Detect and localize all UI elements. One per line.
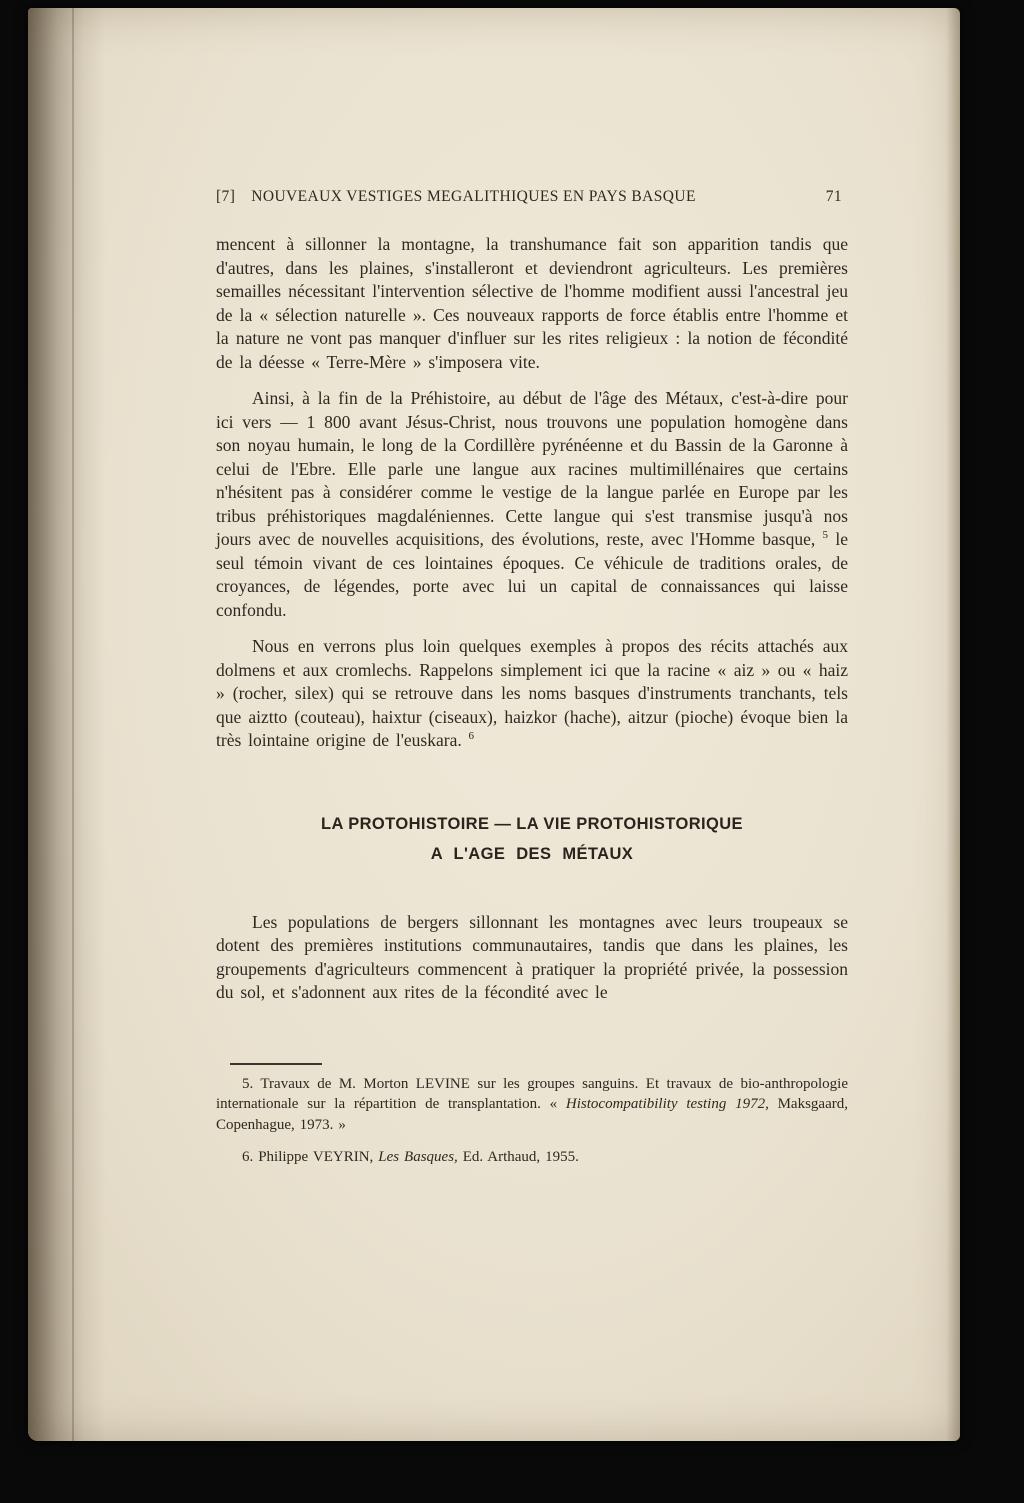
- footnote-6-text-continued: Ed. Arthaud, 1955.: [457, 1149, 579, 1165]
- footnote-5-text: 5. Travaux de M. Morton LEVINE sur les groupes sanguins. Et travaux de bio-anthropologie internationale sur la répartition de transplantation. «: [216, 1075, 848, 1112]
- footnote-6: [216, 1147, 848, 1168]
- footnotes-section: [216, 1063, 848, 1168]
- paragraph-1: mencent à sillonner la montagne, la transhumance fait son apparition tandis que d'autres, dans les plaines, s'installeront et deviendront agriculteurs. Les premières semailles nécessitant l'intervention sélective de l'homme modifient aussi l'ancestral jeu de la « sélection naturelle ». Ces nouveaux rapports de force établis entre l'homme et la nature ne vont pas manquer d'influer sur les rites religieux : la notion de fécondité de la déesse « Terre-Mère » s'imposera vite.: [216, 234, 848, 372]
- footnote-5: [216, 1074, 848, 1136]
- section-heading-line-2: A L'AGE DES MÉTAUX: [430, 844, 634, 863]
- paragraph-2-text-continued: le seul témoin vivant de ces lointaines époques. Ce véhicule de traditions orales, de croyances, de légendes, porte avec lui un capital de connaissances qui laisse confondu.: [216, 529, 848, 620]
- paragraph-3-text: Nous en verrons plus loin quelques exemples à propos des récits attachés aux dolmens et aux cromlechs. Rappelons simplement ici que la racine « aiz » ou « haiz » (rocher, silex) qui se retrouve dans les noms basques d'instruments tranchants, tels que aiztto (couteau), haixtur (ciseaux), haizkor (hache), aitzur (pioche) évoque bien la très lointaine origine de l'euskara.: [216, 636, 848, 750]
- spine-crease-line: [72, 8, 74, 1441]
- footnote-6-text: 6. Philippe VEYRIN,: [242, 1149, 379, 1165]
- header-page-number: 71: [825, 188, 842, 205]
- book-page: [28, 8, 960, 1441]
- paragraph-2: [216, 387, 848, 622]
- page-text-block: [216, 188, 848, 1180]
- section-heading: [216, 809, 848, 869]
- footnote-ref-5: 5: [822, 529, 829, 542]
- header-running-title: NOUVEAUX VESTIGES MEGALITHIQUES EN PAYS BASQUE: [251, 188, 696, 205]
- footnote-5-italic-title: Histocompatibility testing 1972,: [565, 1096, 769, 1112]
- footnote-separator-rule: [230, 1063, 322, 1065]
- page-header: [216, 188, 848, 206]
- paragraph-4: Les populations de bergers sillonnant les montagnes avec leurs troupeaux se dotent des premières institutions communautaires, tandis que dans les plaines, les groupements d'agriculteurs commencent à pratiquer la propriété privée, la possession du sol, et s'adonnent aux rites de la fécondité avec le: [216, 911, 848, 1002]
- section-heading-line-1: LA PROTOHISTOIRE — LA VIE PROTOHISTORIQUE: [321, 814, 743, 833]
- header-section-marker: [7]: [216, 188, 236, 205]
- footnote-5-text-continued: Maksgaard, Copenhague, 1973. »: [216, 1096, 848, 1133]
- page-edge-shadow: [946, 8, 960, 1441]
- spine-gutter-shadow: [28, 8, 106, 1441]
- footnote-ref-6: 6: [468, 730, 475, 743]
- paragraph-3: [216, 635, 848, 753]
- paragraph-2-text: Ainsi, à la fin de la Préhistoire, au début de l'âge des Métaux, c'est-à-dire pour ici vers — 1 800 avant Jésus-Christ, nous trouvons une population homogène dans son noyau humain, le long de la Cordillère pyrénéenne et du Bassin de la Garonne à celui de l'Ebre. Elle parle une langue aux racines multimillénaires que certains n'hésitent pas à considérer comme le vestige de la langue parlée en Europe par les tribus préhistoriques magdaléniennes. Cette langue qui s'est transmise jusqu'à nos jours avec de nouvelles acquisitions, des évolutions, reste, avec l'Homme basque,: [216, 388, 848, 549]
- footnote-6-italic-title: Les Basques,: [378, 1149, 458, 1165]
